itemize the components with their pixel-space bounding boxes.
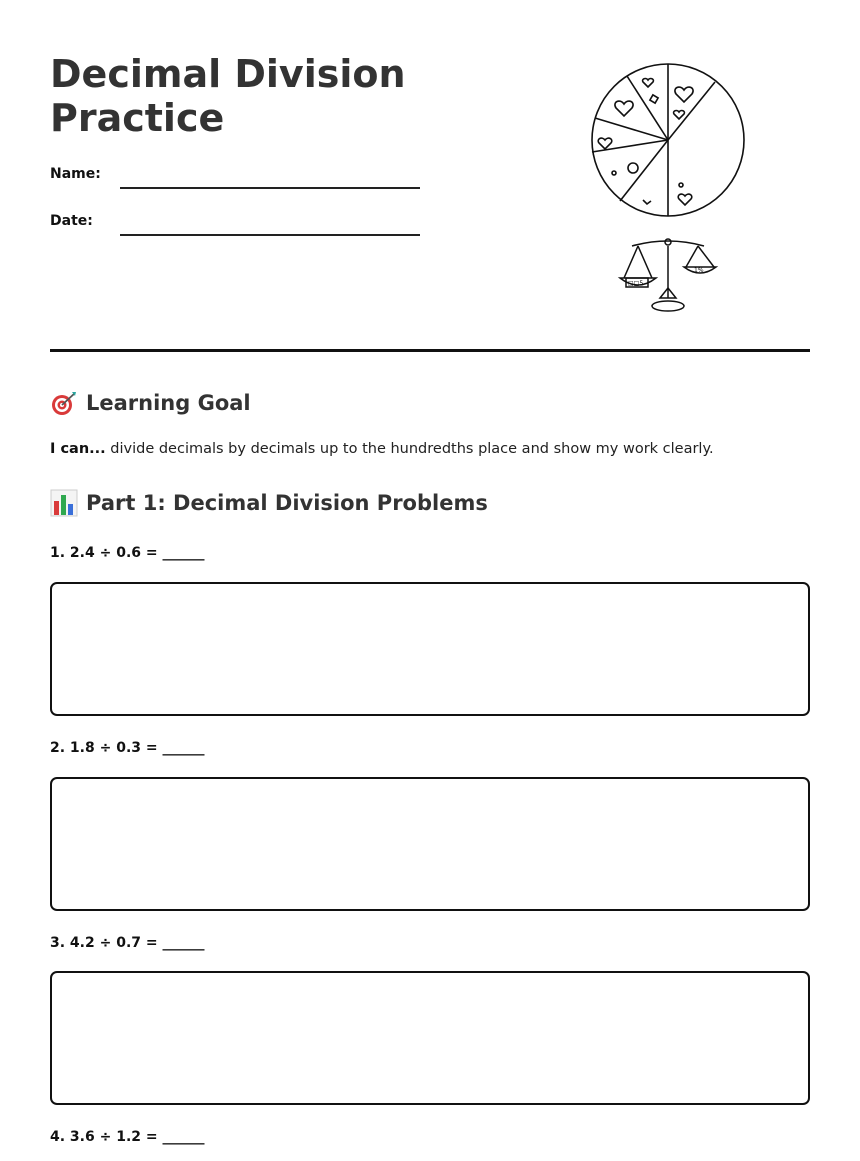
date-field[interactable] <box>120 234 420 236</box>
problem-1-label: 1. 2.4 ÷ 0.6 = ______ <box>50 545 205 561</box>
problem-2-work-area[interactable] <box>50 777 810 911</box>
problem-4-label: 4. 3.6 ÷ 1.2 = ______ <box>50 1129 205 1145</box>
worksheet-page <box>50 0 810 1161</box>
header-divider <box>50 349 810 352</box>
date-label: Date: <box>50 213 93 229</box>
learning-goal-text <box>50 441 714 457</box>
goal-lead: I can... <box>50 441 106 457</box>
problem-2-label: 2. 1.8 ÷ 0.3 = ______ <box>50 740 205 756</box>
goal-body: divide decimals by decimals up to the hundredths place and show my work clearly. <box>105 441 714 457</box>
page-title <box>50 52 470 140</box>
title-line-1: Decimal Division <box>50 52 406 96</box>
learning-goal-title: Learning Goal <box>86 391 251 415</box>
problem-3-work-area[interactable] <box>50 971 810 1105</box>
bar-chart-icon <box>50 489 78 517</box>
name-label: Name: <box>50 166 101 182</box>
problem-3-label: 3. 4.2 ÷ 0.7 = ______ <box>50 935 205 951</box>
pie-chart-icon <box>592 64 744 216</box>
target-icon <box>50 390 78 416</box>
part1-title: Part 1: Decimal Division Problems <box>86 491 488 515</box>
learning-goal-heading <box>50 390 251 416</box>
problem-1-work-area[interactable] <box>50 582 810 716</box>
pie-and-scale-illustration <box>580 60 780 320</box>
name-field[interactable] <box>120 187 420 189</box>
title-line-2: Practice <box>50 96 225 140</box>
scale-left-label: □□5 <box>628 280 644 287</box>
scale-right-label: 1% <box>694 267 704 274</box>
part1-heading <box>50 489 488 517</box>
balance-scale-icon <box>620 239 716 311</box>
